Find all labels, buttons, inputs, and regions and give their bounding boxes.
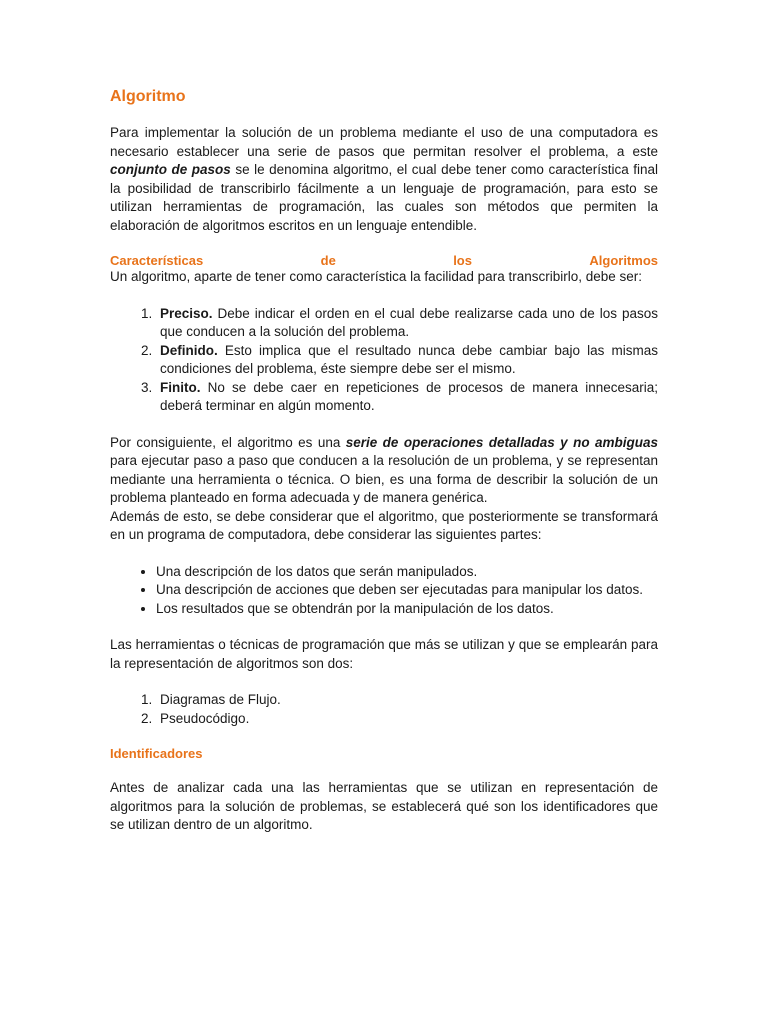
intro-text-before: Para implementar la solución de un problema mediante el uso de una computadora es necesario establecer una serie de pasos que permitan resolver el problema, a este (110, 125, 658, 159)
heading-word: Algoritmos (589, 253, 658, 268)
list-item (156, 305, 658, 342)
section-heading-caracteristicas (110, 253, 658, 268)
caracteristicas-list (110, 305, 658, 416)
intro-emphasis: conjunto de pasos (110, 162, 231, 177)
item-text: Esto implica que el resultado nunca debe cambiar bajo las mismas condiciones del problema, éste siempre debe ser el mismo. (160, 342, 658, 376)
item-text: No se debe caer en repeticiones de procesos de manera innecesaria; deberá terminar en algún momento. (160, 379, 658, 413)
consiguiente-paragraph (110, 434, 658, 508)
heading-word: los (453, 253, 472, 268)
list-item: • Los resultados que se obtendrán por la manipulación de los datos. (156, 600, 658, 619)
item-term: Finito. (160, 379, 201, 395)
item-term: Definido. (160, 342, 218, 358)
heading-word: Características (110, 253, 204, 268)
intro-text-after: se le denomina algoritmo, el cual debe tener como característica final la posibilidad de transcribirlo fácilmente a un lenguaje de programación, para esto se utilizan herramientas de programación, las cuales son métodos que permiten la elaboración de algoritmos escritos en un lenguaje entendible. (110, 162, 659, 233)
caracteristicas-lead: Un algoritmo, aparte de tener como característica la facilidad para transcribirlo, debe ser: (110, 269, 643, 284)
item-text: Debe indicar el orden en el cual debe realizarse cada uno de los pasos que conducen a la solución del problema. (160, 305, 658, 339)
consiguiente-after: para ejecutar paso a paso que conducen a la resolución de un problema, y se representan mediante una herramienta o técnica. O bien, es una forma de describir la solución de un problema planteado en forma adecuada y de manera genérica. (110, 453, 658, 505)
list-item: 2. Pseudocódigo. (156, 710, 658, 729)
heading-word: de (320, 253, 336, 268)
list-item (156, 379, 658, 416)
partes-list (110, 563, 658, 619)
consiguiente-emphasis: serie de operaciones detalladas y no ambiguas (345, 434, 658, 450)
page-title: Algoritmo (110, 88, 186, 105)
herramientas-lead: Las herramientas o técnicas de programación que más se utilizan y que se emplearán para la representación de algoritmos son dos: (110, 637, 658, 671)
list-item: • Una descripción de acciones que deben ser ejecutadas para manipular los datos. (156, 581, 658, 600)
intro-paragraph (110, 124, 658, 235)
item-term: Preciso. (160, 305, 213, 321)
list-item: 1. Diagramas de Flujo. (156, 691, 658, 710)
list-item: • Una descripción de los datos que serán manipulados. (156, 563, 658, 582)
list-item (156, 342, 658, 379)
identificadores-paragraph: Antes de analizar cada una las herramientas que se utilizan en representación de algoritmos para la solución de problemas, se establecerá qué son los identificadores que se utilizan dentro de un algoritmo. (110, 780, 658, 832)
ademas-paragraph: Además de esto, se debe considerar que el algoritmo, que posteriormente se transformará en un programa de computadora, debe considerar las siguientes partes: (110, 508, 658, 542)
herramientas-list (110, 691, 658, 728)
section-heading-identificadores: Identificadores (110, 746, 203, 761)
consiguiente-before: Por consiguiente, el algoritmo es una (110, 434, 346, 450)
